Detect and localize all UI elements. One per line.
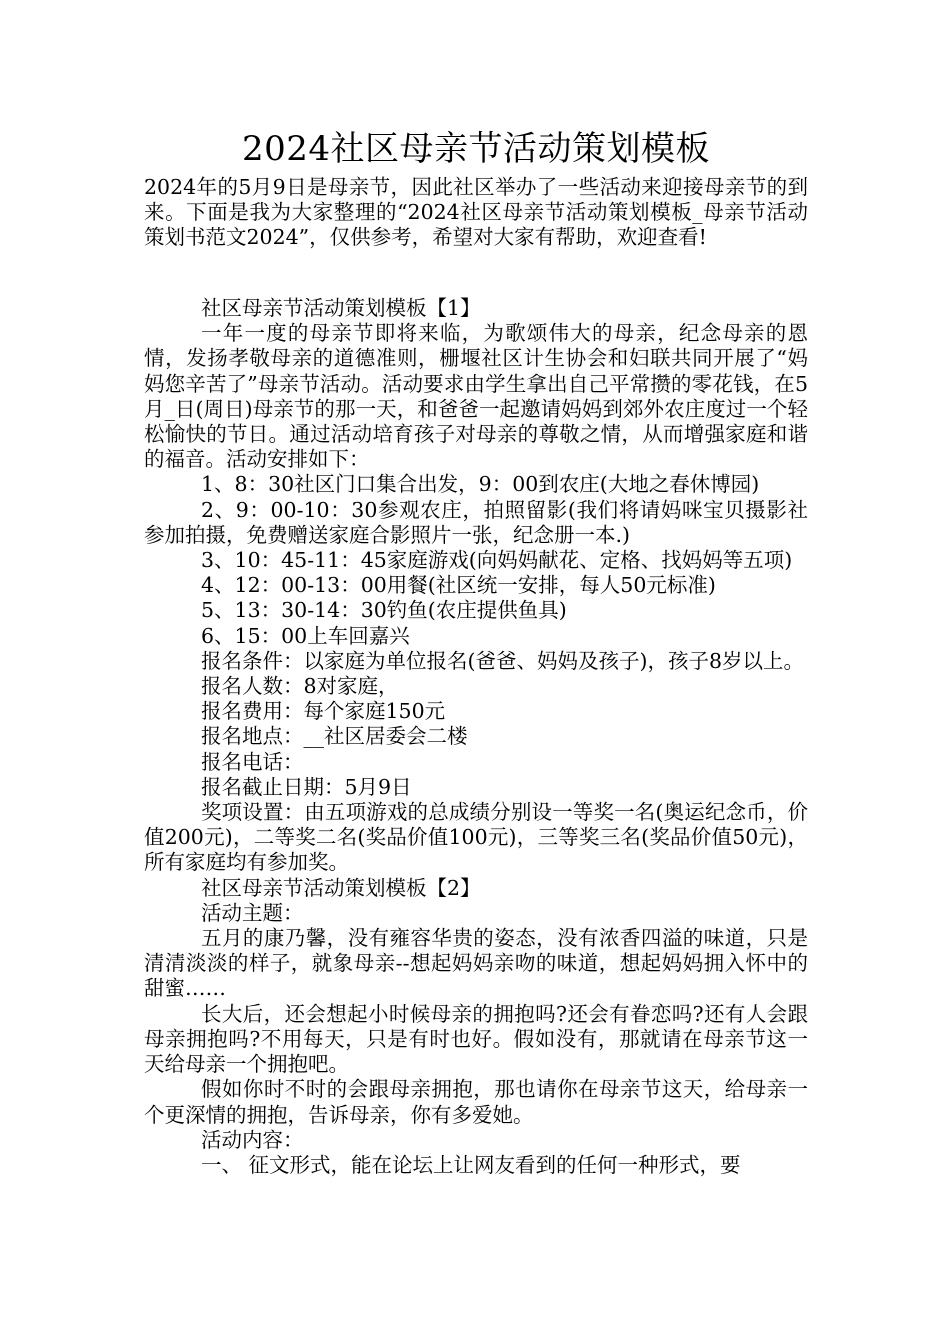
schedule-item: 1、8：30社区门口集合出发，9：00到农庄(大地之春休博园): [201, 472, 760, 497]
activity-content-label: 活动内容：: [201, 1127, 304, 1152]
body-paragraph: 一年一度的母亲节即将来临，为歌颂伟大的母亲，纪念母亲的恩情，发扬孝敬母亲的道德准则，栅堰社区计生协会和妇联共同开展了“妈妈您辛苦了”母亲节活动。活动要求由学生拿出自己平常攒的零花钱，在5月_日(周日)母亲节的那一天，和爸爸一起邀请妈妈到郊外农庄度过一个轻松愉快的节日。通过活动培育孩子对母亲的尊敬之情，从而增强家庭和谐的福音。活动安排如下：: [144, 321, 808, 472]
document-body: [144, 296, 808, 1178]
registration-count: 报名人数：8对家庭，: [201, 674, 399, 699]
schedule-item: 6、15：00上车回嘉兴: [201, 623, 410, 648]
schedule-item: 4、12：00-13：00用餐(社区统一安排，每人50元标准): [201, 573, 716, 598]
intro-paragraph: [144, 175, 808, 251]
registration-location: 报名地点：__社区居委会二楼: [201, 724, 468, 749]
registration-phone: 报名电话：: [201, 749, 304, 774]
body-paragraph: 五月的康乃馨，没有雍容华贵的姿态，没有浓香四溢的味道，只是清清淡淡的样子，就象母亲--想起妈妈亲吻的味道，想起妈妈拥入怀中的甜蜜……: [144, 926, 808, 1001]
schedule-item: 5、13：30-14：30钓鱼(农庄提供鱼具): [201, 598, 567, 623]
body-paragraph: 长大后，还会想起小时候母亲的拥抱吗?还会有眷恋吗?还有人会跟母亲拥抱吗?不用每天，只是有时也好。假如没有，那就请在母亲节这一天给母亲一个拥抱吧。: [144, 1001, 808, 1077]
schedule-item: 3、10：45-11：45家庭游戏(向妈妈献花、定格、找妈妈等五项): [201, 548, 793, 573]
body-paragraph: 假如你时不时的会跟母亲拥抱，那也请你在母亲节这天，给母亲一个更深情的拥抱，告诉母亲，你有多爱她。: [144, 1077, 808, 1127]
document-title: 2024社区母亲节活动策划模板: [241, 129, 711, 169]
list-item: 一、 征文形式，能在论坛上让网友看到的任何一种形式，要: [201, 1152, 741, 1177]
awards-paragraph: 奖项设置：由五项游戏的总成绩分别设一等奖一名(奥运纪念币，价值200元)，二等奖二名(奖品价值100元)，三等奖三名(奖品价值50元)，所有家庭均有参加奖。: [144, 800, 808, 875]
registration-deadline: 报名截止日期：5月9日: [201, 774, 412, 799]
intro-text: 2024年的5月9日是母亲节，因此社区举办了一些活动来迎接母亲节的到来。下面是我为大家整理的“2024社区母亲节活动策划模板_母亲节活动策划书范文2024”，仅供参考，希望对大家有帮助，欢迎查看!: [144, 175, 808, 250]
registration-condition: 报名条件：以家庭为单位报名(爸爸、妈妈及孩子)，孩子8岁以上。: [201, 648, 805, 673]
activity-theme-label: 活动主题：: [201, 900, 304, 925]
schedule-item: 2、9：00-10：30参观农庄，拍照留影(我们将请妈咪宝贝摄影社参加拍摄，免费赠送家庭合影照片一张，纪念册一本.): [144, 497, 808, 547]
section-heading-2: 社区母亲节活动策划模板【2】: [201, 875, 481, 900]
section-heading-1: 社区母亲节活动策划模板【1】: [201, 296, 481, 320]
registration-fee: 报名费用：每个家庭150元: [201, 699, 446, 724]
